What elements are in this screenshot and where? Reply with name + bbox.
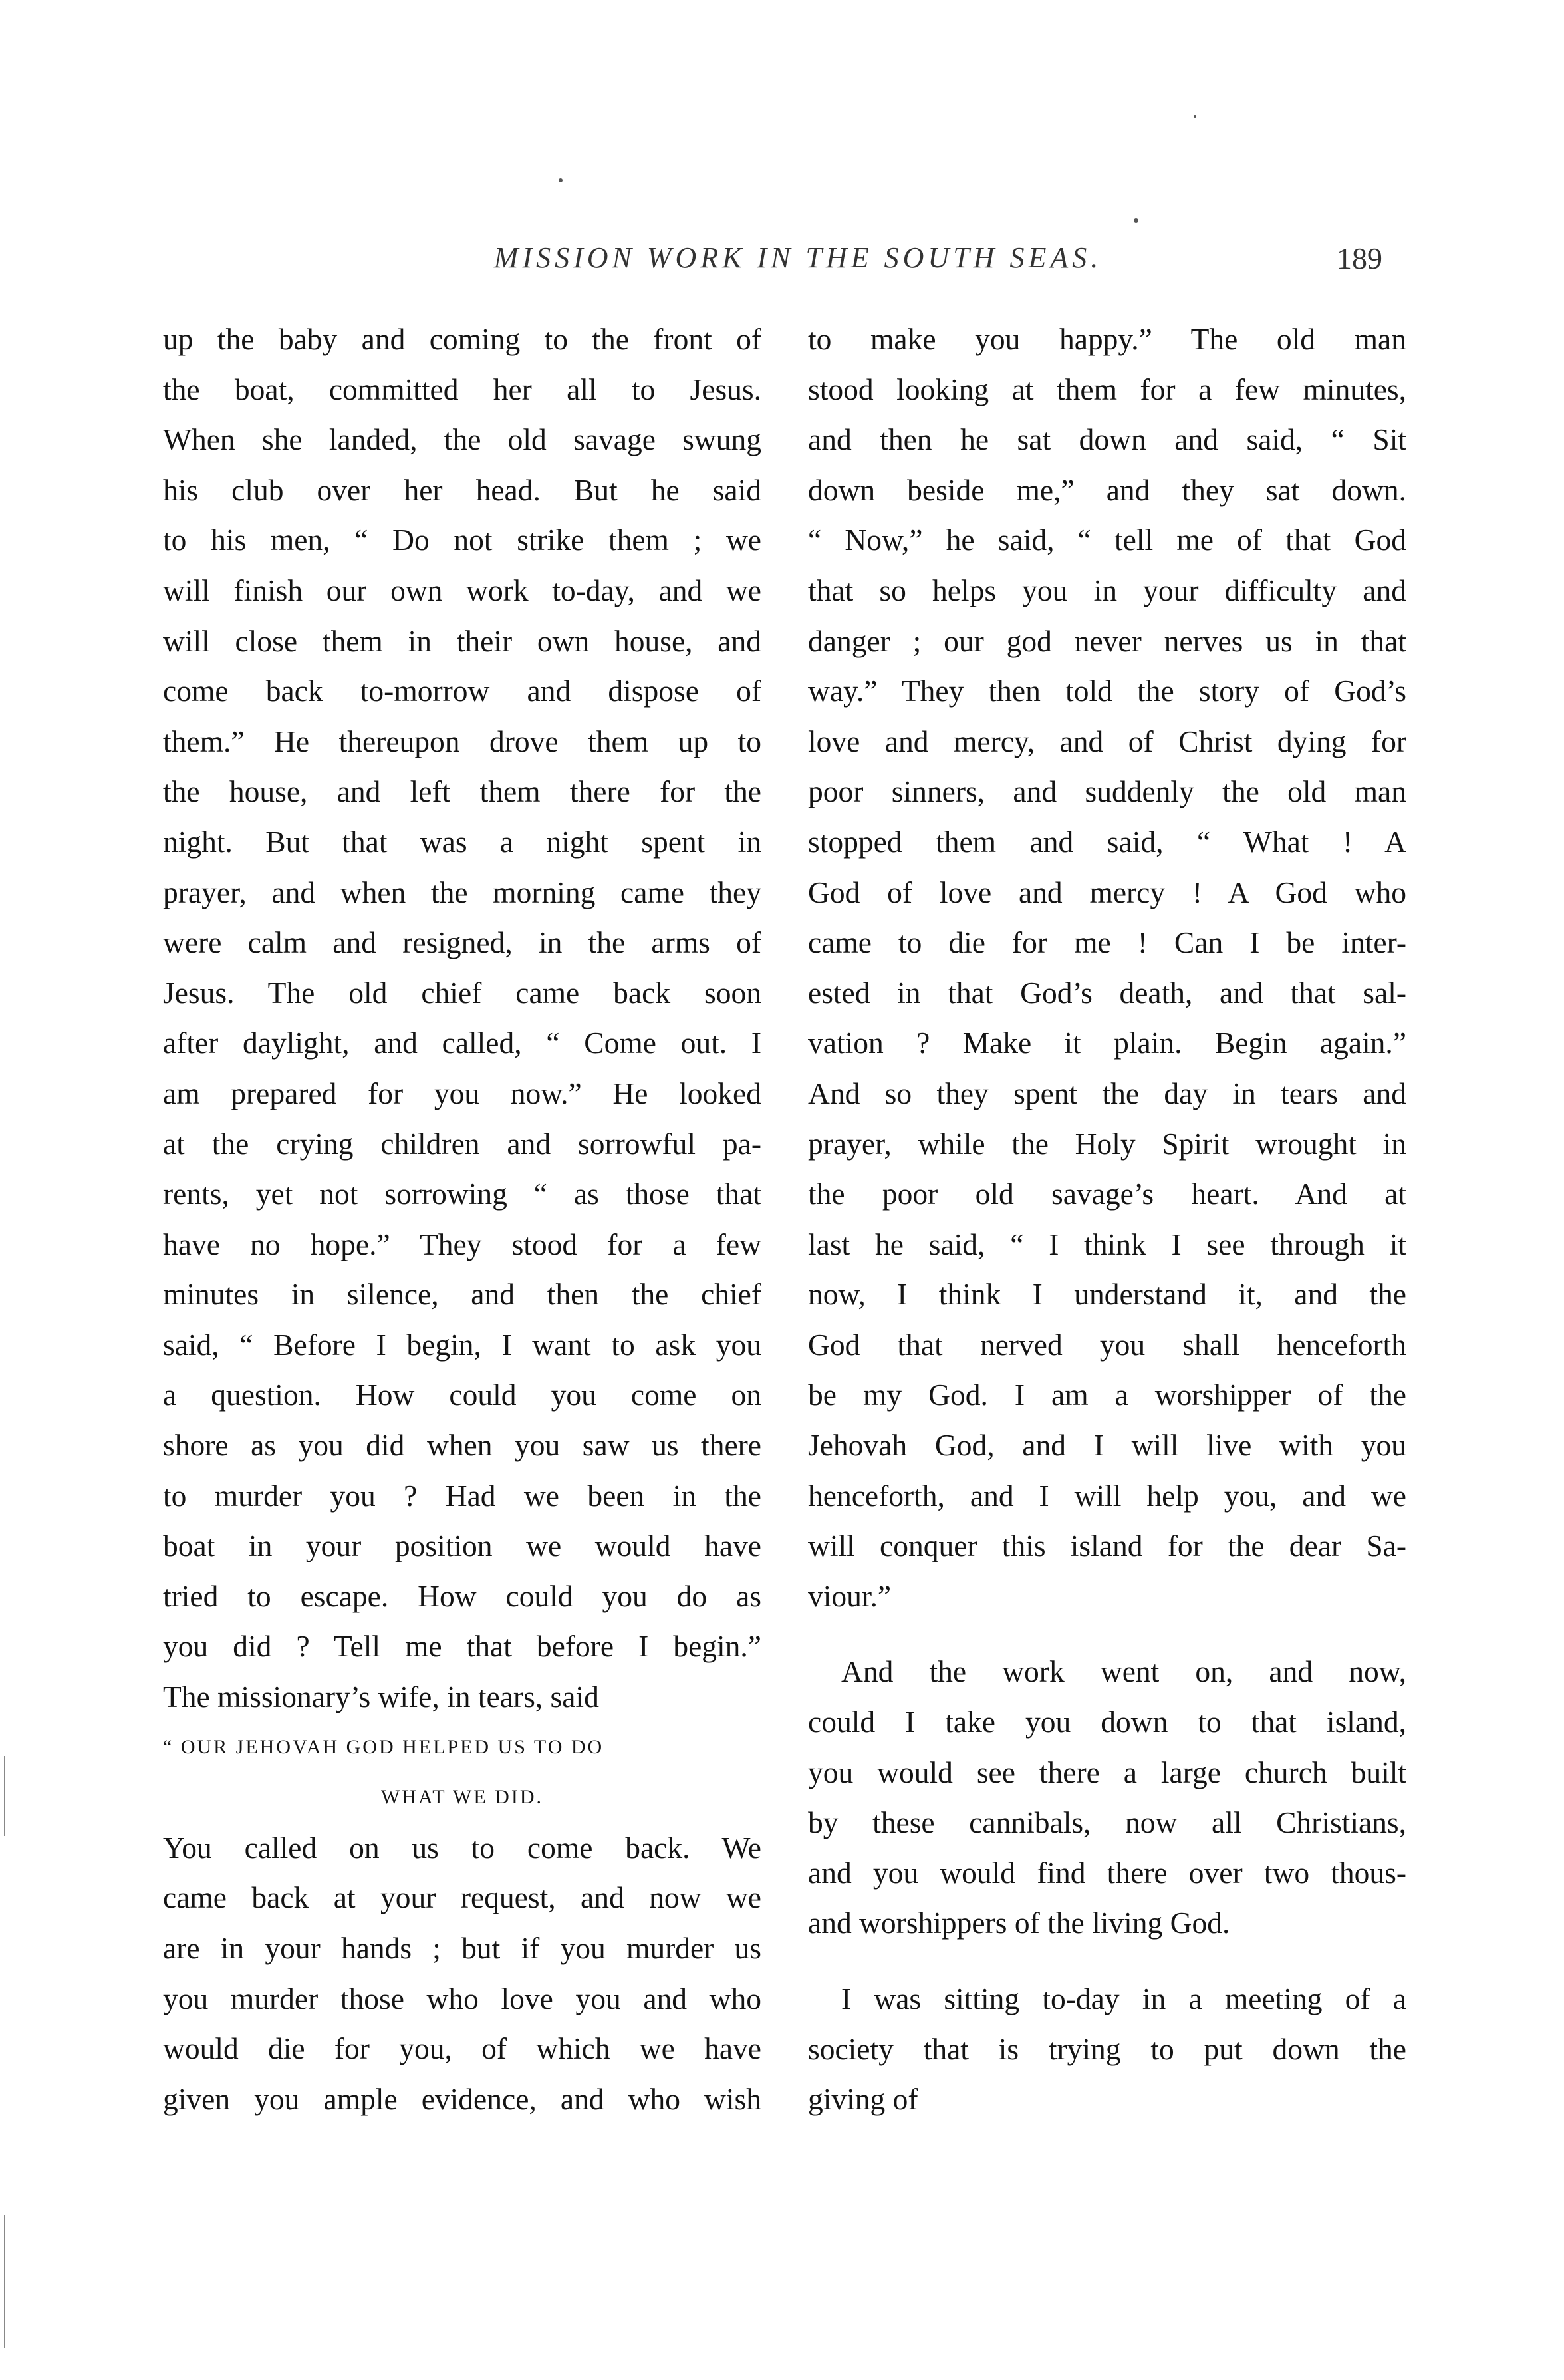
text-line: shore as you did when you saw us there bbox=[163, 1428, 761, 1463]
text-line: and worshippers of the living God. bbox=[808, 1906, 1230, 1940]
right-column bbox=[808, 314, 1406, 2125]
text-line: at the crying children and sorrowful pa- bbox=[163, 1126, 761, 1161]
text-line: have no hope.” They stood for a few bbox=[163, 1227, 761, 1261]
paragraph-gap bbox=[808, 1948, 1406, 1974]
text-line: come back to-morrow and dispose of bbox=[163, 674, 761, 708]
text-line: would die for you, of which we have bbox=[163, 2031, 761, 2066]
text-line: You called on us to come back. We bbox=[163, 1830, 761, 1864]
text-line: God of love and mercy ! A God who bbox=[808, 875, 1406, 909]
text-line: God that nerved you shall henceforth bbox=[808, 1327, 1406, 1362]
text-line: to make you happy.” The old man bbox=[808, 322, 1406, 356]
text-line: I was sitting to-day in a meeting of a bbox=[841, 1982, 1406, 2015]
text-line: that so helps you in your difficulty and bbox=[808, 573, 1406, 607]
text-line: the poor old savage’s heart. And at bbox=[808, 1177, 1406, 1211]
page-number: 189 bbox=[1337, 241, 1382, 275]
text-line: are in your hands ; but if you murder us bbox=[163, 1931, 761, 1965]
text-line: said, “ Before I begin, I want to ask you bbox=[163, 1327, 761, 1362]
text-line: And the work went on, and now, bbox=[841, 1654, 1406, 1689]
running-head: MISSION WORK IN THE SOUTH SEAS. bbox=[493, 241, 1103, 274]
paragraph-gap bbox=[808, 1621, 1406, 1646]
margin-rule bbox=[4, 1756, 5, 1836]
text-line: and you would find there over two thous- bbox=[808, 1855, 1406, 1890]
text-line: And so they spent the day in tears and bbox=[808, 1076, 1406, 1110]
text-line: boat in your position we would have bbox=[163, 1529, 761, 1563]
text-line: to murder you ? Had we been in the bbox=[163, 1478, 761, 1513]
text-line: rents, yet not sorrowing “ as those that bbox=[163, 1177, 761, 1211]
text-line: you murder those who love you and who bbox=[163, 1981, 761, 2015]
text-line: his club over her head. But he said bbox=[163, 472, 761, 507]
text-line: love and mercy, and of Christ dying for bbox=[808, 724, 1406, 758]
text-line: you would see there a large church built bbox=[808, 1755, 1406, 1789]
quote-line: “ OUR JEHOVAH GOD HELPED US TO DO bbox=[163, 1735, 604, 1758]
text-line: society that is trying to put down the bbox=[808, 2031, 1406, 2066]
text-line: up the baby and coming to the front of bbox=[163, 322, 761, 356]
text-line: you did ? Tell me that before I begin.” bbox=[163, 1629, 761, 1664]
text-line: ested in that God’s death, and that sal- bbox=[808, 975, 1406, 1010]
text-line: be my God. I am a worshipper of the bbox=[808, 1378, 1406, 1412]
text-line: stood looking at them for a few minutes, bbox=[808, 372, 1406, 406]
text-line: last he said, “ I think I see through it bbox=[808, 1227, 1406, 1261]
text-line: the house, and left them there for the bbox=[163, 774, 761, 809]
text-line: The missionary’s wife, in tears, said bbox=[163, 1680, 599, 1714]
text-line: prayer, while the Holy Spirit wrought in bbox=[808, 1126, 1406, 1161]
text-line: were calm and resigned, in the arms of bbox=[163, 925, 761, 960]
text-line: danger ; our god never nerves us in that bbox=[808, 623, 1406, 658]
text-line: given you ample evidence, and who wish bbox=[163, 2081, 761, 2116]
text-line: could I take you down to that island, bbox=[808, 1705, 1406, 1739]
text-line: viour.” bbox=[808, 1578, 892, 1613]
page-header bbox=[0, 241, 1564, 281]
text-line: night. But that was a night spent in bbox=[163, 824, 761, 859]
text-line: now, I think I understand it, and the bbox=[808, 1277, 1406, 1312]
text-line: will conquer this island for the dear Sa- bbox=[808, 1529, 1406, 1563]
text-line: them.” He thereupon drove them up to bbox=[163, 724, 761, 758]
margin-rule bbox=[4, 2215, 5, 2348]
text-line: prayer, and when the morning came they bbox=[163, 875, 761, 909]
text-line: Jehovah God, and I will live with you bbox=[808, 1428, 1406, 1463]
text-line: giving of bbox=[808, 2082, 918, 2117]
text-line: down beside me,” and they sat down. bbox=[808, 472, 1406, 507]
text-line: after daylight, and called, “ Come out. I bbox=[163, 1026, 761, 1060]
text-line: tried to escape. How could you do as bbox=[163, 1578, 761, 1613]
text-line: vation ? Make it plain. Begin again.” bbox=[808, 1026, 1406, 1060]
text-line: a question. How could you come on bbox=[163, 1378, 761, 1412]
text-line: and then he sat down and said, “ Sit bbox=[808, 422, 1406, 457]
quote-line: WHAT WE DID. bbox=[380, 1786, 544, 1809]
speck-mark bbox=[559, 178, 563, 182]
text-line: way.” They then told the story of God’s bbox=[808, 674, 1406, 708]
text-line: came to die for me ! Can I be inter- bbox=[808, 925, 1406, 960]
text-line: to his men, “ Do not strike them ; we bbox=[163, 523, 761, 557]
left-column bbox=[163, 314, 761, 2124]
text-line: “ Now,” he said, “ tell me of that God bbox=[808, 523, 1406, 557]
text-line: poor sinners, and suddenly the old man bbox=[808, 774, 1406, 809]
speck-mark bbox=[1134, 218, 1138, 223]
text-line: stopped them and said, “ What ! A bbox=[808, 824, 1406, 859]
text-line: minutes in silence, and then the chief bbox=[163, 1277, 761, 1312]
text-line: am prepared for you now.” He looked bbox=[163, 1076, 761, 1110]
text-line: will finish our own work to-day, and we bbox=[163, 573, 761, 607]
text-line: Jesus. The old chief came back soon bbox=[163, 975, 761, 1010]
text-line: by these cannibals, now all Christians, bbox=[808, 1805, 1406, 1840]
text-line: henceforth, and I will help you, and we bbox=[808, 1478, 1406, 1513]
speck-mark bbox=[1194, 115, 1196, 118]
text-line: When she landed, the old savage swung bbox=[163, 422, 761, 457]
text-line: came back at your request, and now we bbox=[163, 1880, 761, 1915]
text-line: will close them in their own house, and bbox=[163, 623, 761, 658]
text-line: the boat, committed her all to Jesus. bbox=[163, 372, 761, 406]
